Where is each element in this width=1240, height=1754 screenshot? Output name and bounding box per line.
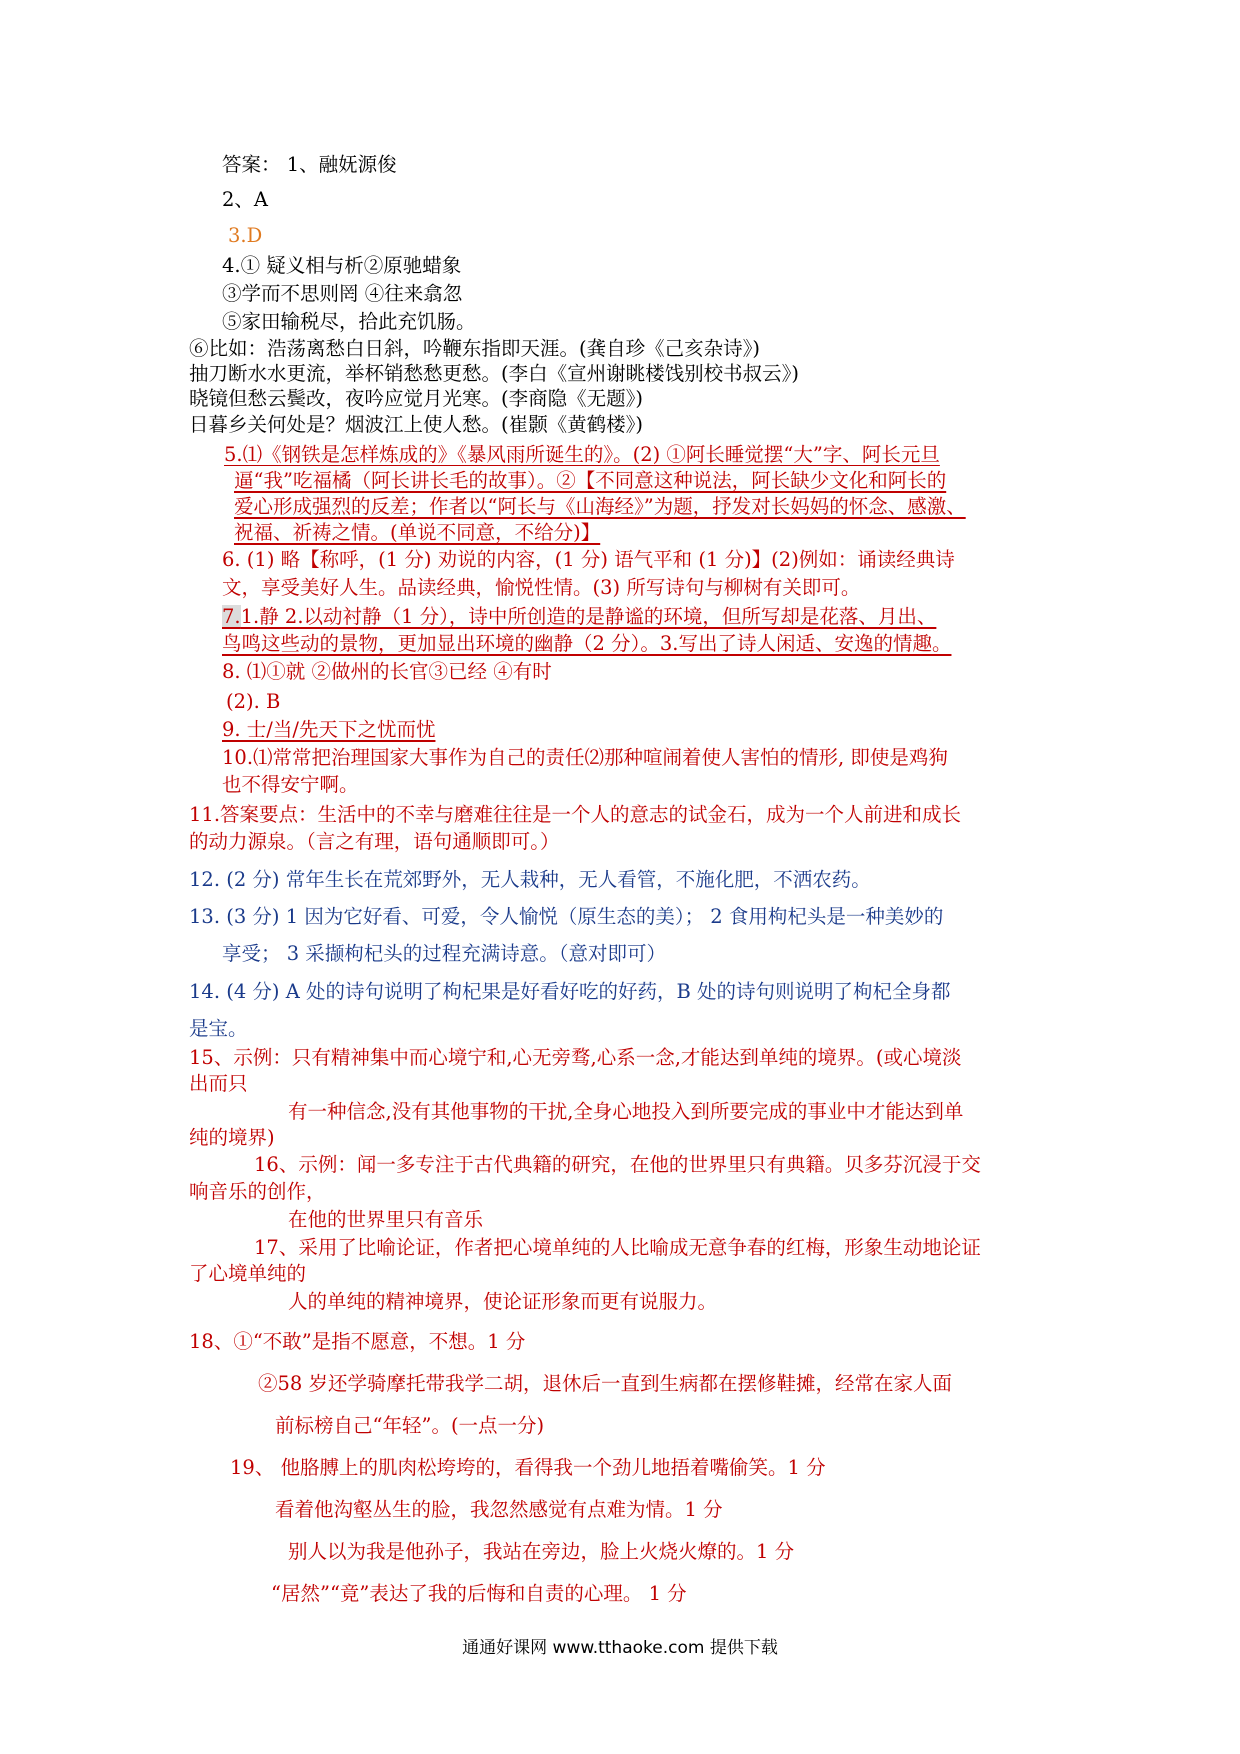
- answer-17-line-3: 人的单纯的精神境界，使论证形象而更有说服力。: [288, 1290, 718, 1313]
- answer-17-line-1: 17、采用了比喻论证，作者把心境单纯的人比喻成无意争春的红梅，形象生动地论证: [254, 1236, 981, 1259]
- answer-19-line-2: 看着他沟壑丛生的脸，我忽然感觉有点难为情。1 分: [275, 1498, 723, 1521]
- answer-5-line-4: 祝福、祈祷之情。(单说不同意，不给分)】: [234, 521, 601, 544]
- answer-13-line-2: 享受； 3 采撷枸杞头的过程充满诗意。（意对即可）: [222, 942, 667, 965]
- answer-8-line-1: 8. ⑴①就 ②做州的长官③已经 ④有时: [222, 660, 552, 683]
- answer-13-line-1: 13. (3 分) 1 因为它好看、可爱，令人愉悦（原生态的美）； 2 食用枸杞头是一种美妙的: [189, 905, 944, 928]
- answer-8-line-2: (2). B: [226, 690, 281, 713]
- answer-6-line-1: 6. (1) 略【称呼，(1 分) 劝说的内容，(1 分) 语气平和 (1 分)】(2)例如：诵读经典诗: [222, 548, 955, 571]
- answer-4-line-1: 4.① 疑义相与析②原驰蜡象: [222, 254, 462, 277]
- answer-12: 12. (2 分) 常年生长在荒郊野外，无人栽种，无人看管，不施化肥，不洒农药。: [189, 868, 871, 891]
- answer-18-line-2: ②58 岁还学骑摩托带我学二胡，退休后一直到生病都在摆修鞋摊，经常在家人面: [258, 1372, 953, 1395]
- answer-14-line-1: 14. (4 分) A 处的诗句说明了枸杞果是好看好吃的好药，B 处的诗句则说明了枸杞全身都: [189, 980, 951, 1003]
- answer-7-number: 7.: [222, 605, 241, 628]
- answer-4-line-5: 抽刀断水水更流，举杯销愁愁更愁。(李白《宣州谢眺楼饯别校书叔云》): [189, 362, 799, 385]
- footer-text: 通通好课网 www.tthaoke.com 提供下载: [462, 1638, 778, 1658]
- answer-11-line-2: 的动力源泉。（言之有理，语句通顺即可。）: [189, 830, 560, 853]
- answer-2: 2、A: [222, 188, 268, 211]
- answer-5-line-3: 爱心形成强烈的反差；作者以“阿长与《山海经》”为题，抒发对长妈妈的怀念、感激、: [234, 495, 966, 518]
- answer-5-line-2: 逼“我”吃福橘（阿长讲长毛的故事）。②【不同意这种说法，阿长缺少文化和阿长的: [234, 469, 947, 492]
- answer-15-line-1: 15、示例：只有精神集中而心境宁和,心无旁骛,心系一念,才能达到单纯的境界。(或心境淡: [189, 1046, 962, 1069]
- answer-1: 答案： 1、融妩源俊: [222, 153, 397, 176]
- answer-16-line-2: 响音乐的创作，: [189, 1180, 326, 1203]
- answer-11-line-1: 11.答案要点：生活中的不幸与磨难往往是一个人的意志的试金石，成为一个人前进和成长: [189, 803, 962, 826]
- answer-15-line-4: 纯的境界): [189, 1126, 275, 1149]
- answer-4-line-6: 晓镜但愁云鬓改，夜吟应觉月光寒。(李商隐《无题》): [189, 387, 643, 410]
- answer-14-line-2: 是宝。: [189, 1017, 248, 1040]
- answer-6-line-2: 文，享受美好人生。品读经典，愉悦性情。(3) 所写诗句与柳树有关即可。: [222, 576, 861, 599]
- answer-7-line-1: [222, 605, 936, 628]
- answer-4-line-7: 日暮乡关何处是？烟波江上使人愁。(崔颢《黄鹤楼》): [189, 413, 643, 436]
- answer-10-line-1: 10.⑴常常把治理国家大事作为自己的责任⑵那种喧闹着使人害怕的情形, 即使是鸡狗: [222, 746, 948, 769]
- answer-16-line-3: 在他的世界里只有音乐: [288, 1208, 484, 1231]
- answer-4-line-4: ⑥比如：浩荡离愁白日斜，吟鞭东指即天涯。(龚自珍《己亥杂诗》): [189, 337, 760, 360]
- answer-7-line-2: 鸟鸣这些动的景物，更加显出环境的幽静（2 分）。3.写出了诗人闲适、安逸的情趣。: [222, 632, 952, 655]
- answer-15-line-3: 有一种信念,没有其他事物的干扰,全身心地投入到所要完成的事业中才能达到单: [288, 1100, 964, 1123]
- answer-4-line-3: ⑤家田输税尽，拾此充饥肠。: [222, 310, 476, 333]
- answer-18-line-3: 前标榜自己“年轻”。(一点一分): [275, 1414, 545, 1437]
- answer-10-line-2: 也不得安宁啊。: [222, 773, 359, 796]
- answer-19-line-3: 别人以为我是他孙子，我站在旁边，脸上火烧火燎的。1 分: [288, 1540, 795, 1563]
- answer-9: 9. 士/当/先天下之忧而忧: [222, 718, 436, 741]
- answer-16-line-1: 16、示例：闻一多专注于古代典籍的研究，在他的世界里只有典籍。贝多芬沉浸于交: [254, 1153, 981, 1176]
- answer-15-line-2: 出而只: [189, 1072, 248, 1095]
- answer-17-line-2: 了心境单纯的: [189, 1262, 307, 1285]
- answer-19-line-4: “居然”“竟”表达了我的后悔和自责的心理。 1 分: [271, 1582, 687, 1605]
- answer-19-line-1: 19、 他胳膊上的肌肉松垮垮的，看得我一个劲儿地捂着嘴偷笑。1 分: [230, 1456, 826, 1479]
- answer-4-line-2: ③学而不思则罔 ④往来翕忽: [222, 282, 463, 305]
- answer-7-text: 1.静 2.以动衬静（1 分），诗中所创造的是静谧的环境，但所写却是花落、月出、: [240, 605, 937, 628]
- answer-3: 3.D: [228, 224, 263, 247]
- answer-18-line-1: 18、①“不敢”是指不愿意，不想。1 分: [189, 1330, 526, 1353]
- answer-5-line-1: 5.⑴《钢铁是怎样炼成的》《暴风雨所诞生的》。(2) ①阿长睡觉摆“大”字、阿长元旦: [224, 443, 940, 466]
